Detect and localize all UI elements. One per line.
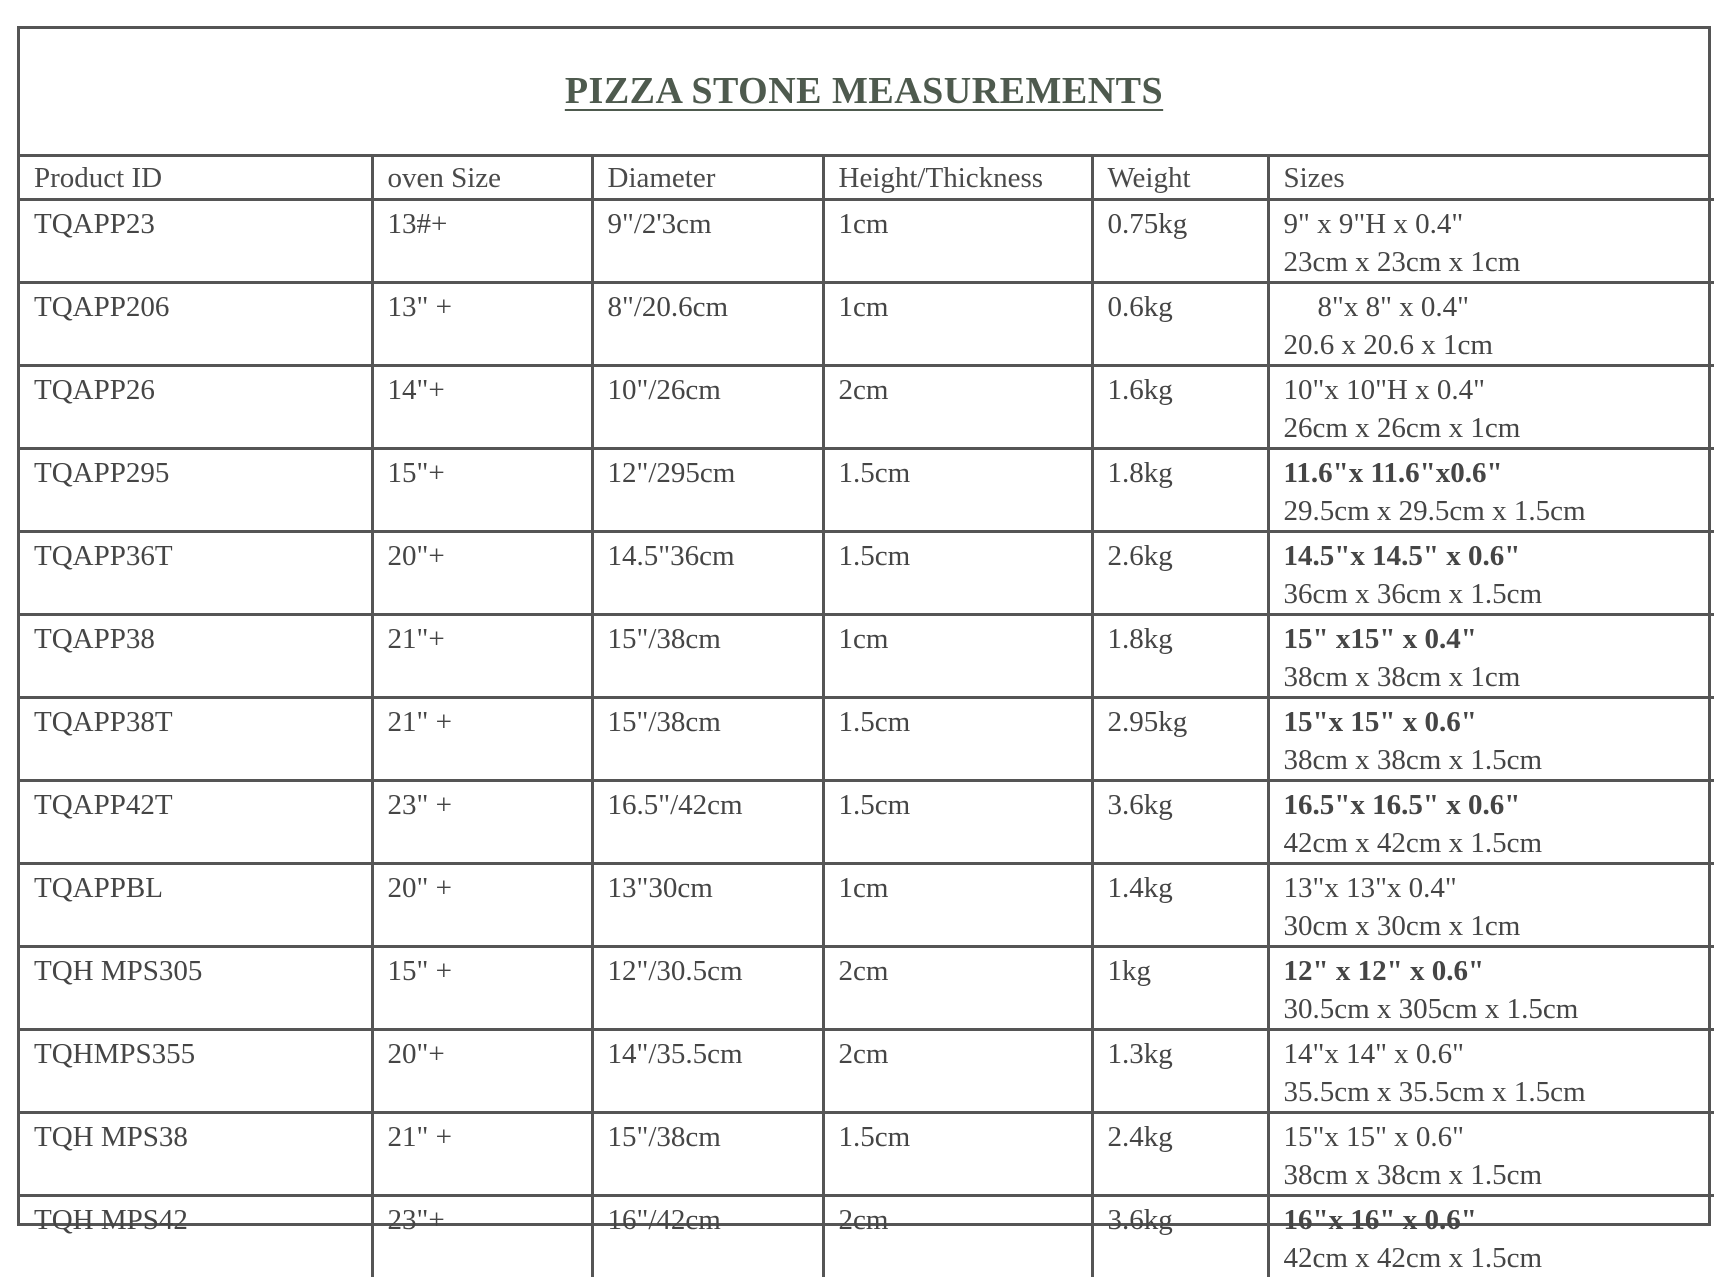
height-cell: 1cm [823,199,1092,282]
weight-cell: 3.6kg [1092,1195,1268,1277]
oven-size-cell: 23"+ [372,1195,592,1277]
height-cell: 1cm [823,614,1092,697]
page-title-text: PIZZA STONE MEASUREMENTS [564,70,1164,112]
diameter-cell: 8"/20.6cm [592,282,823,365]
weight-cell: 1kg [1092,946,1268,1029]
oven-size-cell: 21" + [372,1112,592,1195]
product-id-cell: TQH MPS38 [20,1112,372,1195]
product-id-cell: TQAPP23 [20,199,372,282]
oven-size-cell: 13" + [372,282,592,365]
table-row [20,531,1714,614]
size-inches: 8"x 8" x 0.4" [1317,290,1470,323]
diameter-cell: 16.5"/42cm [592,780,823,863]
size-centimeters: 30.5cm x 305cm x 1.5cm [1283,992,1579,1025]
sizes-cell [1268,282,1714,365]
size-centimeters: 35.5cm x 35.5cm x 1.5cm [1283,1075,1586,1108]
sizes-cell [1268,697,1714,780]
diameter-cell: 12"/295cm [592,448,823,531]
sizes-cell [1268,863,1714,946]
size-inches: 16.5"x 16.5" x 0.6" [1283,788,1521,821]
column-header-sizes: Sizes [1268,157,1714,199]
product-id-cell: TQAPP38T [20,697,372,780]
height-cell: 2cm [823,365,1092,448]
weight-cell: 1.3kg [1092,1029,1268,1112]
size-inches: 13"x 13"x 0.4" [1283,871,1457,904]
size-inches: 10"x 10"H x 0.4" [1283,373,1485,406]
product-id-cell: TQAPP295 [20,448,372,531]
oven-size-cell: 15"+ [372,448,592,531]
diameter-cell: 9"/2'3cm [592,199,823,282]
height-cell: 1cm [823,863,1092,946]
product-id-cell: TQH MPS305 [20,946,372,1029]
height-cell: 1cm [823,282,1092,365]
page-title [20,69,1708,113]
product-id-cell: TQAPP38 [20,614,372,697]
weight-cell: 2.6kg [1092,531,1268,614]
table-row [20,697,1714,780]
table-row [20,448,1714,531]
table-row [20,863,1714,946]
diameter-cell: 15"/38cm [592,697,823,780]
height-cell: 2cm [823,1029,1092,1112]
diameter-cell: 15"/38cm [592,614,823,697]
weight-cell: 1.6kg [1092,365,1268,448]
size-inches: 14"x 14" x 0.6" [1283,1037,1465,1070]
column-header-diameter: Diameter [592,157,823,199]
sizes-cell [1268,199,1714,282]
column-header-weight: Weight [1092,157,1268,199]
oven-size-cell: 21"+ [372,614,592,697]
size-inches: 16"x 16" x 0.6" [1283,1203,1477,1236]
column-header-height-thickness: Height/Thickness [823,157,1092,199]
oven-size-cell: 21" + [372,697,592,780]
diameter-cell: 15"/38cm [592,1112,823,1195]
title-area [20,29,1708,157]
product-id-cell: TQAPPBL [20,863,372,946]
oven-size-cell: 20"+ [372,1029,592,1112]
size-centimeters: 20.6 x 20.6 x 1cm [1283,328,1493,361]
height-cell: 1.5cm [823,780,1092,863]
oven-size-cell: 13#+ [372,199,592,282]
size-centimeters: 36cm x 36cm x 1.5cm [1283,577,1543,610]
size-centimeters: 38cm x 38cm x 1.5cm [1283,1158,1543,1191]
size-inches: 15" x15" x 0.4" [1283,622,1477,655]
oven-size-cell: 20"+ [372,531,592,614]
size-inches: 15"x 15" x 0.6" [1283,1120,1465,1153]
height-cell: 1.5cm [823,697,1092,780]
table-row [20,946,1714,1029]
weight-cell: 1.8kg [1092,448,1268,531]
sizes-cell [1268,448,1714,531]
product-id-cell: TQAPP206 [20,282,372,365]
diameter-cell: 10"/26cm [592,365,823,448]
table-row [20,614,1714,697]
measurement-sheet [17,26,1711,1274]
table-row [20,780,1714,863]
weight-cell: 3.6kg [1092,780,1268,863]
size-centimeters: 29.5cm x 29.5cm x 1.5cm [1283,494,1586,527]
weight-cell: 0.75kg [1092,199,1268,282]
size-centimeters: 38cm x 38cm x 1.5cm [1283,743,1543,776]
height-cell: 1.5cm [823,448,1092,531]
diameter-cell: 14"/35.5cm [592,1029,823,1112]
oven-size-cell: 15" + [372,946,592,1029]
product-id-cell: TQHMPS355 [20,1029,372,1112]
diameter-cell: 14.5"36cm [592,531,823,614]
sizes-cell [1268,1195,1714,1277]
product-id-cell: TQAPP42T [20,780,372,863]
product-id-cell: TQAPP26 [20,365,372,448]
column-header-product-id: Product ID [20,157,372,199]
height-cell: 1.5cm [823,1112,1092,1195]
measurements-table [20,157,1714,1277]
table-row [20,1195,1714,1277]
size-inches: 9" x 9"H x 0.4" [1283,207,1464,240]
diameter-cell: 12"/30.5cm [592,946,823,1029]
size-inches: 14.5"x 14.5" x 0.6" [1283,539,1521,572]
size-centimeters: 38cm x 38cm x 1cm [1283,660,1521,693]
size-centimeters: 23cm x 23cm x 1cm [1283,245,1521,278]
size-centimeters: 42cm x 42cm x 1.5cm [1283,1241,1543,1274]
sizes-cell [1268,614,1714,697]
size-centimeters: 26cm x 26cm x 1cm [1283,411,1521,444]
product-id-cell: TQAPP36T [20,531,372,614]
size-centimeters: 42cm x 42cm x 1.5cm [1283,826,1543,859]
table-row [20,282,1714,365]
weight-cell: 2.4kg [1092,1112,1268,1195]
size-centimeters: 30cm x 30cm x 1cm [1283,909,1521,942]
size-inches: 15"x 15" x 0.6" [1283,705,1477,738]
column-header-oven-size: oven Size [372,157,592,199]
table-row [20,365,1714,448]
sizes-cell [1268,1112,1714,1195]
oven-size-cell: 23" + [372,780,592,863]
weight-cell: 0.6kg [1092,282,1268,365]
table-row [20,199,1714,282]
height-cell: 2cm [823,946,1092,1029]
sizes-cell [1268,1029,1714,1112]
product-id-cell: TQH MPS42 [20,1195,372,1277]
sizes-cell [1268,780,1714,863]
height-cell: 2cm [823,1195,1092,1277]
sizes-cell [1268,365,1714,448]
size-inches: 11.6"x 11.6"x0.6" [1283,456,1503,489]
height-cell: 1.5cm [823,531,1092,614]
weight-cell: 2.95kg [1092,697,1268,780]
diameter-cell: 13"30cm [592,863,823,946]
diameter-cell: 16"/42cm [592,1195,823,1277]
oven-size-cell: 20" + [372,863,592,946]
sizes-cell [1268,946,1714,1029]
size-inches: 12" x 12" x 0.6" [1283,954,1485,987]
sizes-cell [1268,531,1714,614]
header-row [20,157,1714,199]
weight-cell: 1.8kg [1092,614,1268,697]
table-row [20,1029,1714,1112]
table-row [20,1112,1714,1195]
weight-cell: 1.4kg [1092,863,1268,946]
oven-size-cell: 14"+ [372,365,592,448]
